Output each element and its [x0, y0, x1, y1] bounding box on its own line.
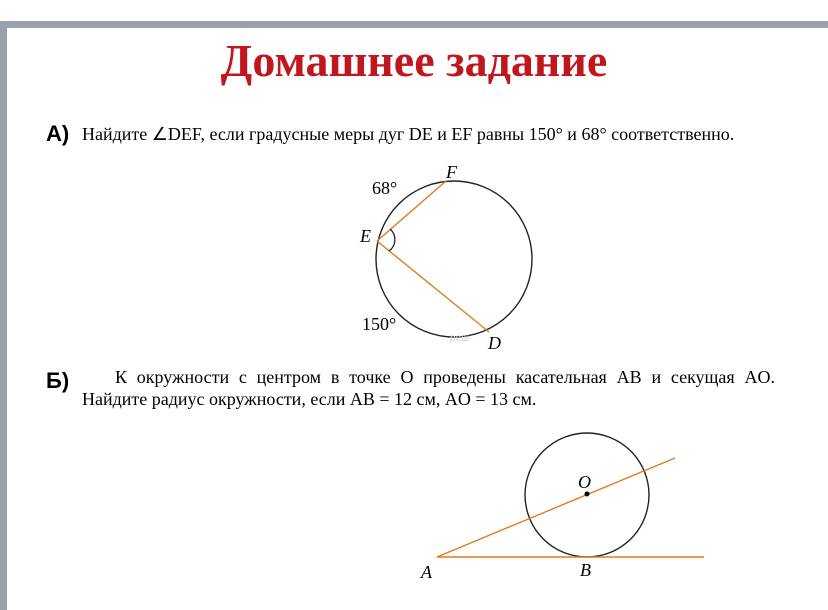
task-b-text-line2: Найдите радиус окружности, если AB = 12 см, AO = 13 см.	[82, 389, 537, 409]
point-b-label: B	[580, 560, 591, 580]
point-d-label: D	[488, 333, 501, 353]
secant-ao	[437, 458, 675, 557]
figure-b	[420, 433, 704, 582]
figure-a	[359, 162, 532, 353]
arc-ef-label: 68°	[372, 178, 398, 198]
arc-de-label: 150°	[362, 314, 397, 334]
angle-e-mark	[389, 229, 395, 251]
watermark-text: реш	[450, 333, 470, 344]
point-a-label: A	[421, 562, 432, 582]
point-e-label: E	[360, 226, 371, 246]
page-title: Домашнее задание	[220, 35, 608, 86]
point-f-label: F	[446, 162, 457, 182]
point-o-label: O	[578, 472, 591, 492]
task-b-label: Б)	[46, 368, 70, 393]
center-o-point	[585, 492, 590, 497]
task-a-label: А)	[46, 121, 70, 146]
task-a-text: Найдите ∠DEF, если градусные меры дуг DE и EF равны 150° и 68° соответственно.	[82, 124, 735, 144]
task-b-text-line1: К окружности с центром в точке O проведены касательная AB и секущая AO.	[115, 367, 775, 387]
